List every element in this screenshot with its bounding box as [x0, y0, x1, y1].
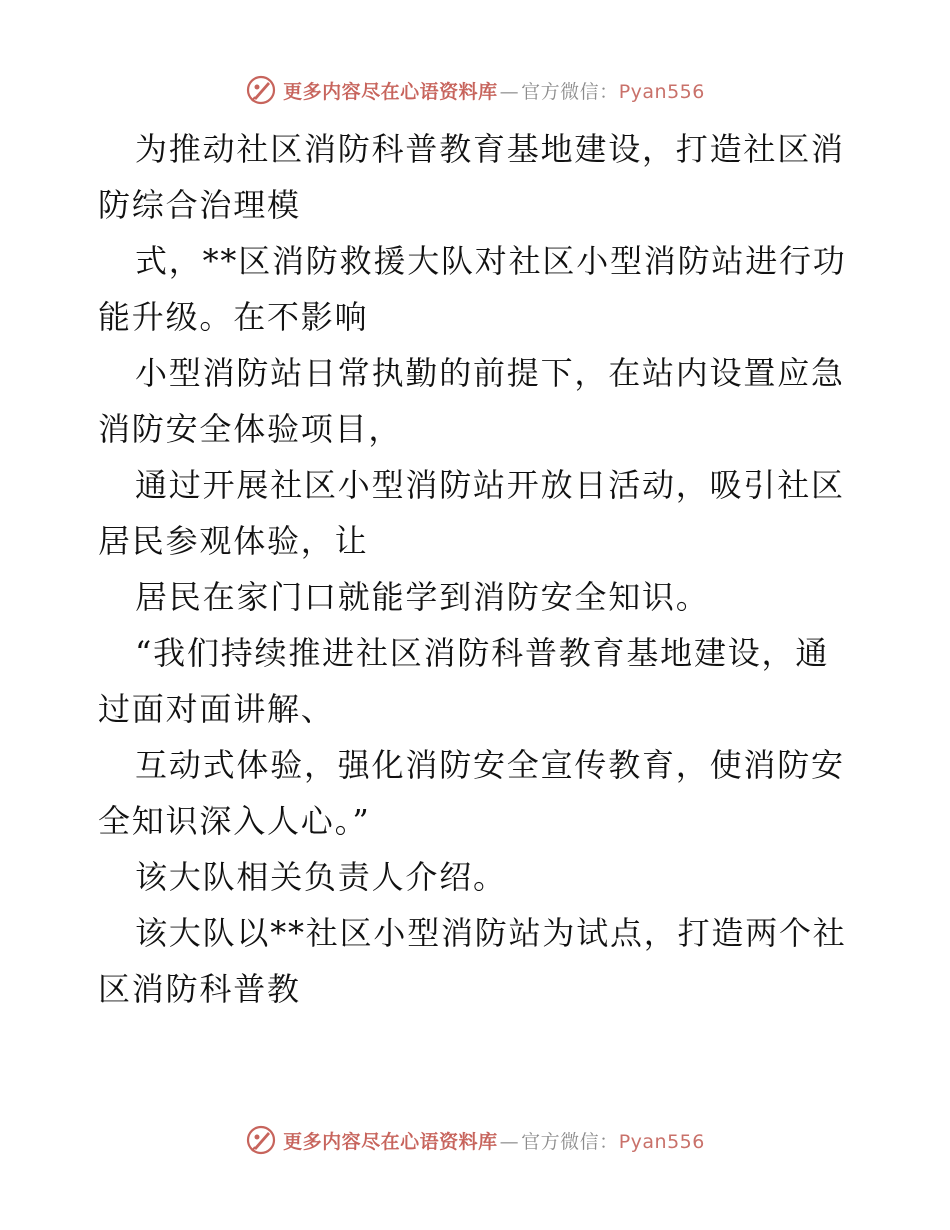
- watermark-text: [283, 77, 705, 104]
- watermark-label: 官方微信：: [521, 80, 619, 103]
- text-line: 居民参观体验，让: [98, 522, 369, 560]
- text-line: 该大队以**社区小型消防站为试点，打造两个社: [135, 914, 847, 952]
- watermark-text: [283, 1127, 705, 1154]
- text-line: 过面对面讲解、: [98, 690, 335, 728]
- watermark-separator: —: [499, 80, 520, 103]
- text-line: “我们持续推进社区消防科普教育基地建设，通: [135, 634, 830, 672]
- text-line: 全知识深入人心。”: [98, 802, 371, 840]
- text-line: 区消防科普教: [98, 970, 301, 1008]
- text-line: 该大队相关负责人介绍。: [135, 858, 507, 896]
- watermark-label: 官方微信：: [521, 1130, 619, 1153]
- text-line: 消防安全体验项目，: [98, 410, 403, 448]
- text-line: 小型消防站日常执勤的前提下，在站内设置应急: [135, 354, 845, 392]
- text-line: 互动式体验，强化消防安全宣传教育，使消防安: [135, 746, 845, 784]
- text-line: 防综合治理模: [98, 186, 301, 224]
- quill-pen-logo-icon: [245, 1124, 277, 1156]
- text-line: 为推动社区消防科普教育基地建设，打造社区消: [135, 130, 845, 168]
- watermark-wechat: Pyan556: [618, 1130, 705, 1153]
- watermark-main: 更多内容尽在心语资料库: [283, 1130, 498, 1153]
- watermark-banner-top: [0, 70, 950, 110]
- text-line: 通过开展社区小型消防站开放日活动，吸引社区: [135, 466, 845, 504]
- watermark-separator: —: [499, 1130, 520, 1153]
- text-line: 居民在家门口就能学到消防安全知识。: [135, 578, 710, 616]
- document-body: [98, 121, 858, 1017]
- watermark-banner-bottom: [0, 1120, 950, 1160]
- quill-pen-logo-icon: [245, 74, 277, 106]
- text-line: 能升级。在不影响: [98, 298, 369, 336]
- watermark-main: 更多内容尽在心语资料库: [283, 80, 498, 103]
- text-line: 式，**区消防救援大队对社区小型消防站进行功: [135, 242, 847, 280]
- watermark-wechat: Pyan556: [618, 80, 705, 103]
